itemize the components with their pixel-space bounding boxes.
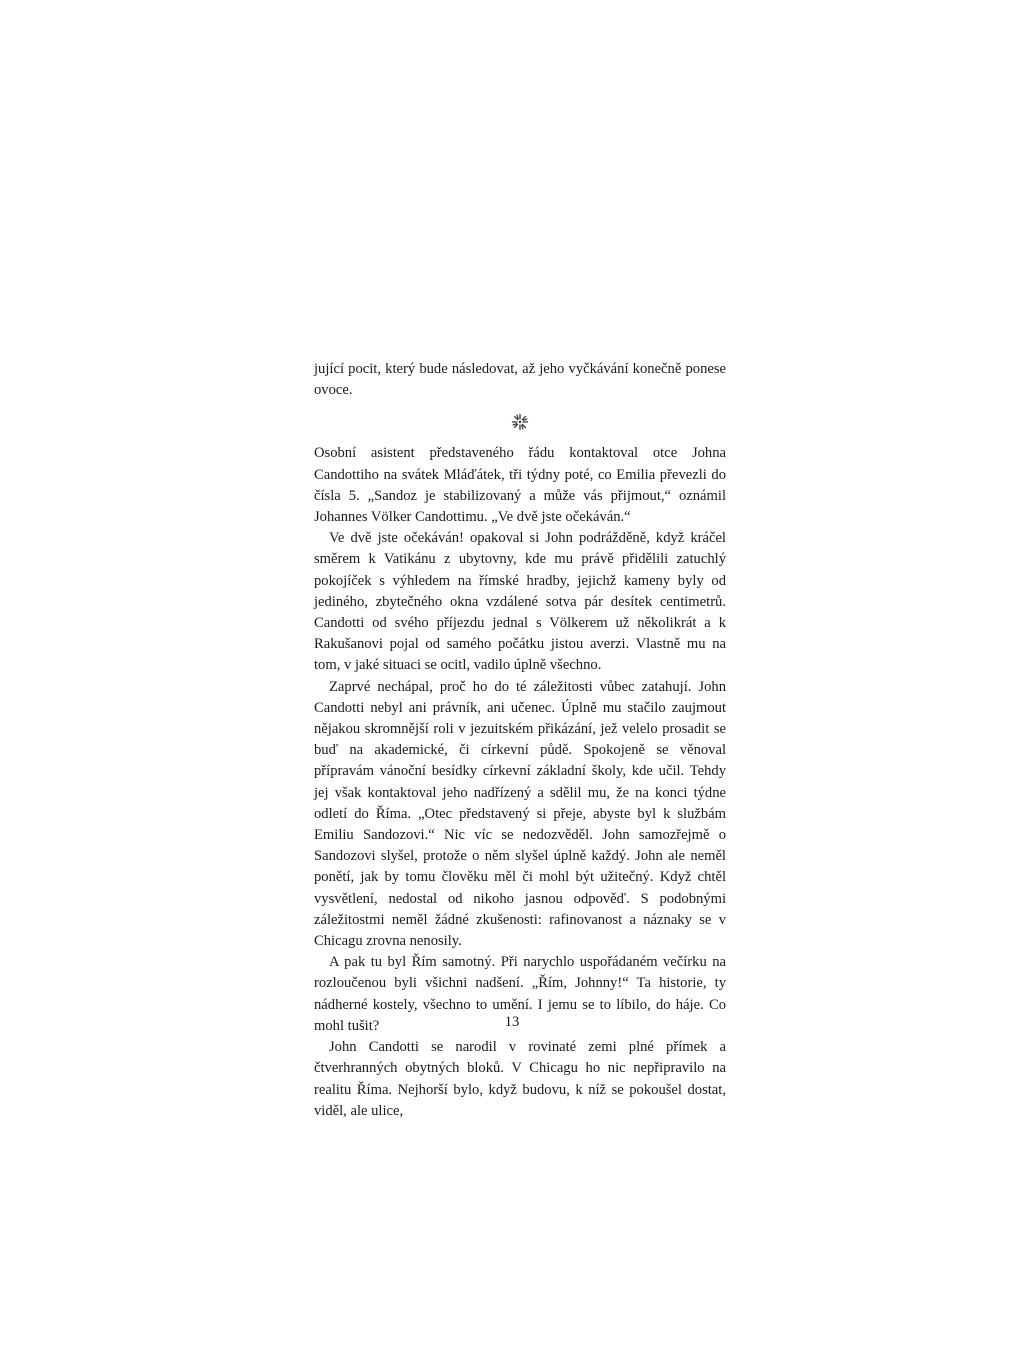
section-break-ornament — [314, 401, 726, 443]
paragraph-3: Zaprvé nechápal, proč ho do té záležitosti vůbec zatahují. John Candotti nebyl ani právník, ani učenec. Úplně mu stačilo zaujmout nějakou skromnější roli v jezuitském přikázání, jež velelo prosadit se buď na akademické, či církevní půdě. Spokojeně se věnoval přípravám vánoční besídky církevní základní školy, kde učil. Tehdy jej však kontaktoval jeho nadřízený a sdělil mu, že na konci týdne odletí do Říma. „Otec představený si přeje, abyste byl k službám Emiliu Sandozovi.“ Nic víc se nedozvěděl. John samozřejmě o Sandozovi slyšel, protože o něm slyšel úplně každý. John ale neměl ponětí, jak by tomu člověku měl či mohl být užitečný. Když chtěl vysvětlení, nedostal od nikoho jasnou odpověď. S podobnými záležitostmi neměl žádné zkušenosti: rafinovanost a náznaky se v Chicagu zrovna nenosily. — [314, 678, 726, 950]
paragraph-1: Osobní asistent představeného řádu kontaktoval otce Johna Candottiho na svátek Mláďátek, tři týdny poté, co Emilia převezli do čísla 5. „Sandoz je stabilizovaný a může vás přijmout,“ oznámil Johannes Völker Candottimu. „Ve dvě jste očekáván.“ — [314, 445, 726, 526]
paragraph-2: Ve dvě jste očekáván! opakoval si John podrážděně, když kráčel směrem k Vatikánu z ubytovny, kde mu právě přidělili zatuchlý pokojíček s výhledem na římské hradby, jejichž kameny byly od jediného, zbytečného okna vzdálené sotva pár desítek centimetrů. Candotti od svého příjezdu jednal s Völkerem už několikrát a k Rakušanovi pojal od samého počátku jistou averzi. Vlastně mu na tom, v jaké situaci se ocitl, vadilo úplně všechno. — [314, 530, 726, 674]
paragraph-5: John Candotti se narodil v rovinaté zemi plné přímek a čtverhranných obytných bloků. V Chicagu ho nic nepřipravilo na realitu Říma. Nejhorší bylo, když budovu, k níž se pokoušel dostat, viděl, ale ulice, — [314, 1039, 726, 1119]
page-number: 13 — [504, 1014, 520, 1030]
opening-paragraph: jující pocit, který bude následovat, až jeho vyčkávání konečně ponese ovoce. — [314, 361, 726, 399]
paragraph-4: A pak tu byl Řím samotný. Při narychlo uspořádaném večírku na rozloučenou byli všichni nadšení. „Řím, Johnny!“ Ta historie, ty nádherné kostely, všechno to umění. I jemu se to líbilo, do háje. Co mohl tušit? — [314, 954, 726, 1034]
body-text — [314, 359, 726, 1122]
asterism-flower-icon — [511, 413, 529, 431]
